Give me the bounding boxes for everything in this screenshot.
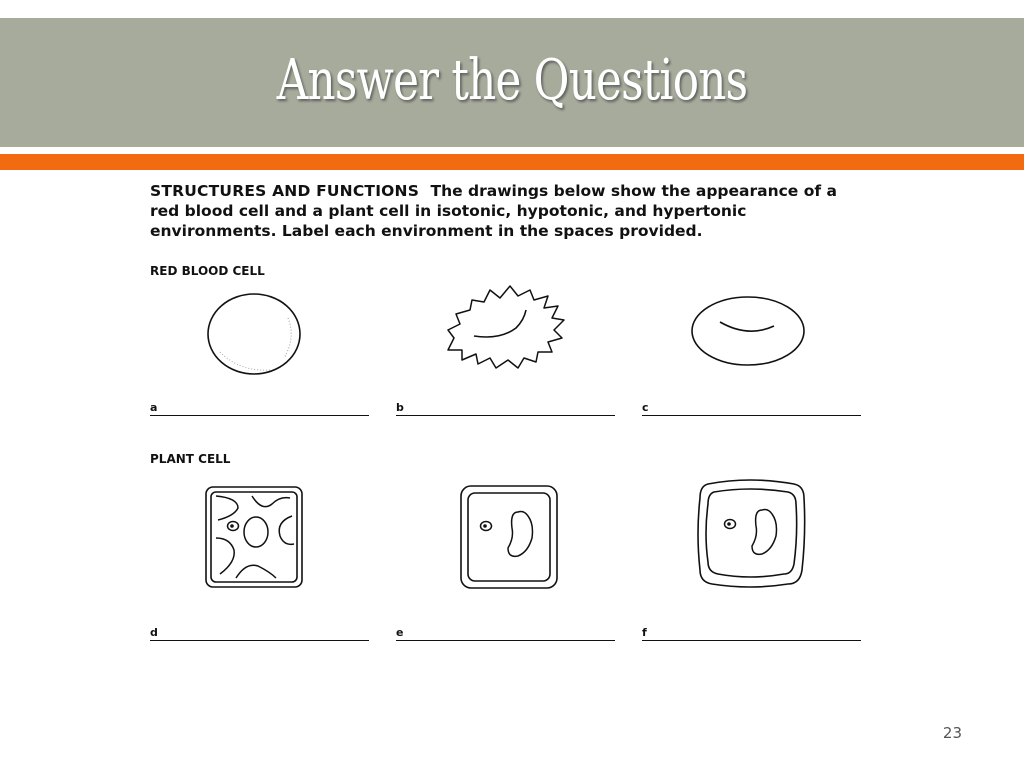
normal-red-blood-cell-drawing (688, 294, 810, 370)
section-label-red-blood-cell: RED BLOOD CELL (150, 264, 265, 278)
answer-letter: e (396, 626, 404, 639)
answer-blank-e[interactable] (396, 622, 615, 641)
section-label-plant-cell: PLANT CELL (150, 452, 231, 466)
answer-letter: d (150, 626, 158, 639)
swollen-plant-cell-drawing (694, 476, 808, 592)
answer-letter: a (150, 401, 158, 414)
answer-blank-a[interactable] (150, 397, 369, 416)
answer-blank-c[interactable] (642, 397, 861, 416)
shriveled-red-blood-cell-drawing (440, 280, 570, 375)
answer-blank-f[interactable] (642, 622, 861, 641)
normal-plant-cell-drawing (456, 482, 562, 590)
slide-title: Answer the Questions (276, 48, 748, 113)
accent-bar (0, 154, 1024, 170)
answer-letter: c (642, 401, 649, 414)
answer-letter: f (642, 626, 647, 639)
round-swollen-red-blood-cell-drawing (200, 288, 310, 380)
plasmolyzed-plant-cell-drawing (200, 482, 308, 590)
worksheet-instructions-text: The drawings below show the appearance of a red blood cell and a plant cell in isotonic, hypotonic, and hypertonic environments. Label each environment in the spaces provided. (150, 182, 837, 240)
page-number: 23 (942, 724, 962, 742)
answer-letter: b (396, 401, 404, 414)
worksheet-instructions (150, 181, 870, 241)
answer-blank-d[interactable] (150, 622, 369, 641)
worksheet-heading: STRUCTURES AND FUNCTIONS (150, 182, 420, 200)
answer-blank-b[interactable] (396, 397, 615, 416)
